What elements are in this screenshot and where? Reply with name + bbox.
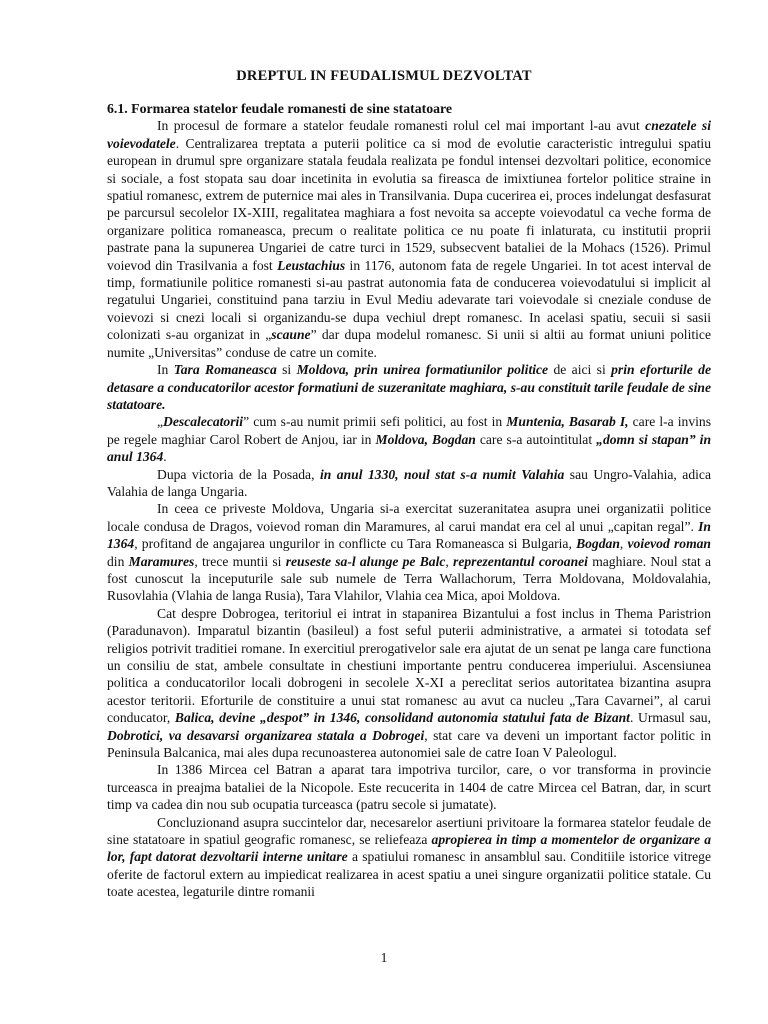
text-run: Dupa victoria de la Posada,	[157, 466, 320, 482]
emphasis-run	[129, 554, 195, 569]
text-run: ” dar dupa modelul romanesc. Si unii si altii au format uniuni politice numite „Universitas” conduse de catre un comite.	[107, 327, 711, 360]
emphasis-text: reuseste sa-l alunge pe Balc	[285, 553, 446, 569]
text-run: de aici si	[548, 362, 612, 378]
text-run: care l-a invins pe regele maghiar Carol Robert de Anjou, iar in	[107, 414, 711, 447]
text-run: ” cum s-au numit primii sefi politici, au fost in	[243, 414, 507, 430]
text-run: In ceea ce priveste Moldova, Ungaria si-a exercitat suzeranitatea asupra unei organizatii politice locale condusa de Dragos, voievod roman din Maramures, al carui mandat era cel al unui „capitan regal”.	[107, 501, 711, 534]
emphasis-run	[297, 362, 549, 377]
emphasis-text: cnezatele si voievodatele	[107, 118, 711, 151]
text-run: a spatiului romanesc in ansamblul sau. Conditiile istorice vitrege oferite de factorul extern au impiedicat realizarea in acest spatiu a unei singure organizatii politice statale. Cu toate acestea, legaturile dintre romanii	[107, 849, 712, 900]
text-run: Concluzionand asupra succintelor dar, necesarelor asertiuni privitoare la formarea statelor feudale de sine statatoare in spatiul geografic romanesc, se reliefeaza	[107, 814, 711, 848]
text-run: ,	[445, 553, 454, 569]
text-run: in 1176, autonom fata de regele Ungariei. In tot acest interval de timp, formatiunile politice romanesti si-au pastrat autonomia fata de conducerea voievodatului si implicit al regatului Ungariei, constituind pana tarziu in Evul Mediu adevarate tari voievodale si cneziale conduse de voievozi si cnezi locali si organizandu-se dupa vechiul drept romanesc. In acelasi spatiu, secuii si sasii colonizati s-au organizat in „	[107, 257, 711, 343]
emphasis-text: Leustachius	[277, 257, 346, 273]
text-run: , trece muntii si	[194, 553, 286, 569]
body-paragraph	[107, 605, 711, 762]
emphasis-text: Moldova, Bogdan	[375, 431, 476, 447]
emphasis-text: Dobrotici, va desavarsi organizarea statala a Dobrogei	[107, 727, 425, 743]
emphasis-run	[628, 536, 712, 551]
emphasis-text: Descalecatorii	[163, 414, 244, 430]
body-paragraph	[107, 761, 711, 813]
text-run: ,	[619, 536, 628, 552]
emphasis-text: Moldova, prin unirea formatiunilor politice	[296, 362, 549, 378]
emphasis-run	[271, 327, 310, 342]
text-run: In 1386 Mircea cel Batran a aparat tara impotriva turcilor, care, o vor transforma in provincie turceasca in preajma bataliei de la Nicopole. Este recucerita in 1404 de catre Mircea cel Batran, dar, in scurt timp va cadea din nou sub ocupatia turceasca (patru secole si jumatate).	[107, 762, 711, 813]
body-paragraph	[107, 413, 711, 465]
text-run: „	[157, 414, 164, 430]
text-run: care s-a autointitulat	[475, 431, 597, 447]
body-paragraph	[107, 117, 711, 361]
text-run: , profitand de angajarea ungurilor in conflicte cu Tara Romaneasca si Bulgaria,	[134, 536, 577, 552]
emphasis-text: scaune	[271, 327, 311, 343]
emphasis-text: voievod roman	[627, 536, 711, 552]
emphasis-text: Muntenia, Basarab I,	[506, 414, 629, 430]
body-paragraph	[107, 500, 711, 604]
emphasis-run	[286, 554, 446, 569]
text-run: si	[276, 362, 297, 378]
emphasis-text: „domn si stapan” in anul 1364	[107, 431, 712, 465]
emphasis-run	[277, 258, 345, 273]
text-run: maghiare. Noul stat a fost cunoscut la inceputurile sale sub numele de Terra Wallachorum, Terra Moldovana, Moldovalahia, Rusovlahia (Vlahia de langa Rusia), Tara Vlahilor, Vlahia cea Mica, apoi Moldova.	[107, 553, 711, 604]
emphasis-run	[320, 467, 564, 482]
text-run: In	[157, 362, 174, 378]
emphasis-text: Balica, devine „despot” in 1346, consolidand autonomia statului fata de Bizant	[174, 710, 630, 726]
section-heading: 6.1. Formarea statelor feudale romanesti de sine statatoare	[107, 101, 452, 116]
body-paragraph	[107, 814, 711, 901]
emphasis-run	[375, 432, 475, 447]
body-paragraph	[107, 466, 711, 501]
emphasis-text: In 1364	[107, 518, 711, 552]
text-run: . Centralizarea treptata a puterii politice ca si mod de evolutie caracteristic intregului spatiu european in drumul spre organizare statala feudala realizata pe fondul intensei dezvoltari politice, economice si sociale, a fost stopata sau doar incetinita in evolutia sa fireasca de imixtiunea fortelor politice straine in spatiul romanesc, extrem de puternice mai ales in Transilvania. Dupa cucerirea ei, proces indelungat desfasurat pe parcursul secolelor IX-XIII, regalitatea maghiara a fost nevoita sa accepte voievodatul ca veche forma de organizare politica romaneasca, precum o realitate politica ce nu poate fi inlaturata, cu institutii proprii pastrate pana la supunerea Ungariei de catre turci in 1529, subsecvent bataliei de la Mohacs (1526). Primul voievod din Trasilvania a fost	[107, 135, 711, 273]
emphasis-run	[175, 710, 630, 725]
body-paragraph	[107, 361, 711, 413]
text-run: In procesul de formare a statelor feudale romanesti rolul cel mai important l-au avut	[157, 118, 646, 134]
text-run: . Urmasul sau,	[629, 710, 711, 726]
emphasis-run	[506, 414, 628, 429]
emphasis-run	[163, 414, 243, 429]
document-body	[107, 100, 711, 901]
emphasis-text: Tara Romaneasca	[173, 362, 277, 378]
text-run: , stat care va deveni un important factor politic in Peninsula Balcanica, mai ales dupa recunoasterea autonomiei sale de catre Ioan V Paleologul.	[107, 727, 711, 761]
text-run: sau Ungro-Valahia, adica Valahia de langa Ungaria.	[107, 466, 711, 499]
page-number: 1	[380, 950, 388, 965]
emphasis-text: reprezentantul coroanei	[453, 553, 588, 569]
emphasis-text: Maramures	[128, 553, 195, 569]
text-run: .	[163, 449, 167, 465]
text-run: din	[107, 553, 129, 569]
emphasis-text: prin eforturile de detasare a conducatorilor acestor formatiuni de suzeranitate maghiara, s-au constituit tarile feudale de sine statatoare.	[107, 362, 711, 412]
emphasis-run	[174, 362, 277, 377]
emphasis-text: Bogdan	[576, 536, 620, 552]
document-title: DREPTUL IN FEUDALISMUL DEZVOLTAT	[236, 68, 532, 84]
emphasis-text: in anul 1330, noul stat s-a numit Valahia	[319, 466, 565, 482]
emphasis-run	[453, 554, 588, 569]
emphasis-text: apropierea in timp a momentelor de organizare a lor, fapt datorat dezvoltarii interne unitare	[107, 832, 711, 865]
text-run: Cat despre Dobrogea, teritoriul ei intrat in stapanirea Bizantului a fost inclus in Thema Paristrion (Paradunavon). Imparatul bizantin (basileul) a fost seful puterii administrative, a armatei si totodata sef religios potrivit traditiei romane. In exercitiul prerogativelor sale era ajutat de un senat pe langa care functiona un consiliu de stat, ambele consultate in chestiuni importante pentru conducerea imperiului. Ascensiunea politica a conducatorilor locali dobrogeni in secolele X-XI a pereclitat serios autoritatea bizantina asupra acestor teritorii. Eforturile de constituire a unui stat romanesc au avut ca nucleu „Tara Cavarnei”, al carui conducator,	[107, 605, 711, 726]
emphasis-run	[107, 728, 424, 743]
emphasis-run	[576, 536, 620, 551]
